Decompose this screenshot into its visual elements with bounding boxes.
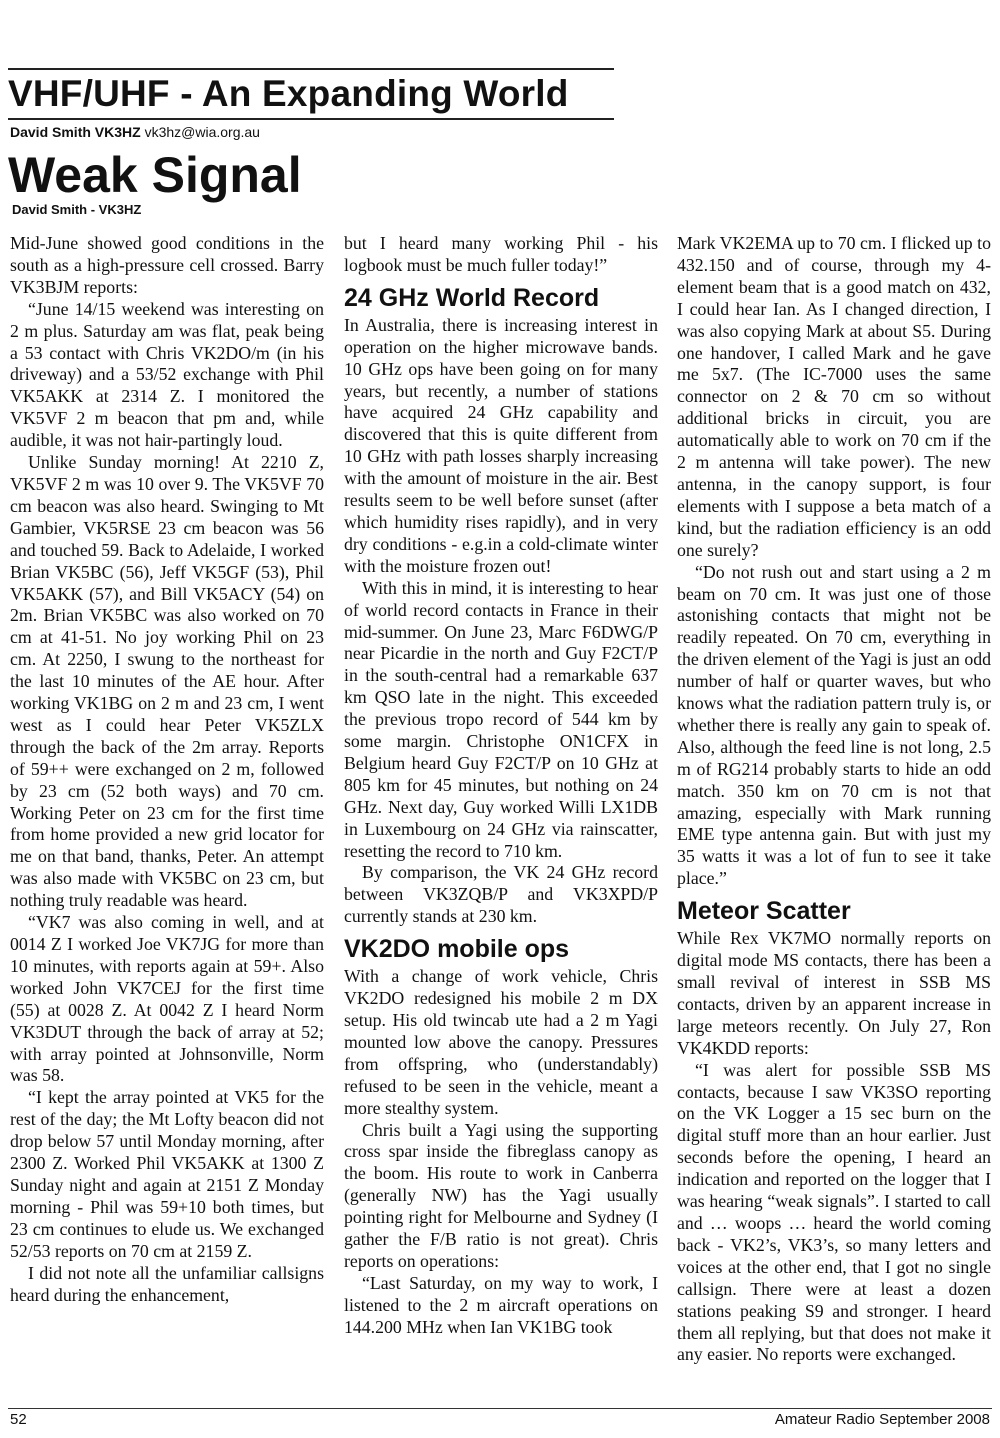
author-name: David Smith VK3HZ — [10, 124, 141, 140]
footer-rule — [8, 1408, 992, 1409]
paragraph: Mark VK2EMA up to 70 cm. I flicked up to 432.150 and of course, through my 4-element beam that is a good match on 432, I could hear Ian. As I changed direction, I was also copying Mark at about S5. During one handover, I called Mark and he gave me 5x7. (The IC-7000 uses the same connector on 2 & 70 cm so without additional bricks in circuit, you are automatically able to work on 70 cm if the 2 m antenna will take power). The new antenna, in the canopy support, is four elements with I suppose a beta match of a kind, but the radiation efficiency is an odd one surely? — [677, 233, 991, 560]
paragraph: With a change of work vehicle, Chris VK2DO redesigned his mobile 2 m DX setup. His old twincab ute had a 2 m Yagi mounted low above the canopy. Pressures from offspring, who (understandably) refused to be seen in the vehicle, meant a more stealthy system. — [344, 966, 658, 1118]
paragraph: I did not note all the unfamiliar callsigns heard during the enhancement, — [10, 1262, 324, 1305]
title-underline — [8, 118, 614, 120]
paragraph: “June 14/15 weekend was interesting on 2 m plus. Saturday am was flat, peak being a 53 contact with Chris VK2DO/m (in his driveway) and a 53/52 exchange with Phil VK5AKK at 2314 Z. I monitored the VK5VF 2 m beacon that pm and, while audible, it was not hair-partingly loud. — [10, 298, 324, 451]
subheading-meteor-scatter: Meteor Scatter — [677, 897, 851, 926]
page-number: 52 — [10, 1411, 27, 1428]
paragraph: Chris built a Yagi using the supporting cross spar inside the fibreglass canopy as the boom. His route to work in Canberra (generally NW) has the Yagi usually pointing right for Melbourne and Sydney (I gather the F/B ratio is not great). Chris reports on operations: — [344, 1119, 658, 1271]
section-byline — [10, 124, 260, 140]
paragraph: In Australia, there is increasing interest in operation on the higher microwave bands. 10 GHz ops have been going on for many years, but recently, a number of stations have acquired 24 GHz capability and discovered that this is quite different from 10 GHz with path losses sharply increasing with the amount of moisture in the air. Best results seem to be well before sunset (after which humidity rises rapidly), and in very dry conditions - e.g.in a cold-climate winter with the moisture frozen out! — [344, 314, 658, 576]
paragraph: “Do not rush out and start using a 2 m beam on 70 cm. It was just one of those astonishing contacts that might not be readily repeated. On 70 cm, everything in the driven element of the Yagi is just an odd number of half or quarter waves, but who knows what the radiation pattern truly is, or whether there is really any gain to speak of. Also, although the feed line is not long, 2.5 m of RG214 probably starts to hide an odd match. 350 km on 70 cm is not that amazing, especially with Mark running EME type antenna gain. But with just my 35 watts it was a lot of fun to see it take place.” — [677, 561, 991, 889]
paragraph: By comparison, the VK 24 GHz record between VK3ZQB/P and VK3XPD/P currently stands at 230 km. — [344, 862, 658, 927]
paragraph: but I heard many working Phil - his logbook must be much fuller today!” — [344, 233, 658, 275]
paragraph: Unlike Sunday morning! At 2210 Z, VK5VF 2 m was 10 over 9. The VK5VF 70 cm beacon was also heard. Swinging to Mt Gambier, VK5RSE 23 cm beacon was 56 and touched 59. Back to Adelaide, I worked Brian VK5BC (56), Jeff VK5GF (53), Phil VK5AKK (57), and Bill VK5ACY (54) on 2m. Brian VK5BC was also worked on 70 cm at 41-51. No joy working Phil on 23 cm. At 2250, I swung to the northeast for the last 10 minutes of the AE hour. After working VK1BG on 2 m and 23 cm, I went west as I could hear Peter VK5ZLX through the back of the 2m array. Reports of 59++ were exchanged on 2 m, followed by 23 cm (52 both ways) and 70 cm. Working Peter on 23 cm for the first time from home provided a new grid locator for me on that band, thanks, Peter. An attempt was also made with VK5BC on 23 cm, but nothing truly readable was heard. — [10, 452, 324, 911]
column-1 — [10, 233, 324, 1398]
article-byline: David Smith - VK3HZ — [12, 202, 142, 217]
section-title: VHF/UHF - An Expanding World — [8, 73, 569, 114]
column-3 — [677, 233, 991, 1398]
column-2 — [344, 233, 658, 1398]
paragraph: With this in mind, it is interesting to hear of world record contacts in France in their mid-summer. On June 23, Marc F6DWG/P near Picardie in the north and Guy F2CT/P in the south-central had a remarkable 637 km QSO late in the night. This exceeded the previous tropo record of 544 km by some margin. Christophe ON1CFX in Belgium heard Guy F2CT/P on 10 GHz at 805 km for 45 minutes, but nothing on 24 GHz. Next day, Guy worked Willi LX1DB in Luxembourg on 24 GHz via rainscatter, resetting the record to 710 km. — [344, 577, 658, 861]
subheading-24ghz-record: 24 GHz World Record — [344, 283, 600, 312]
paragraph: “VK7 was also coming in well, and at 0014 Z I worked Joe VK7JG for more than 10 minutes, with reports again at 59+. Also worked John VK7CEJ for the first time (55) at 0028 Z. At 0042 Z I heard Norm VK3DUT through the back of array at 52; with array pointed at Johnsonville, Norm was 58. — [10, 912, 324, 1086]
paragraph: Mid-June showed good conditions in the south as a high-pressure cell crossed. Barry VK3BJM reports: — [10, 233, 324, 297]
subheading-vk2do-mobile: VK2DO mobile ops — [344, 935, 570, 964]
paragraph: While Rex VK7MO normally reports on digital mode MS contacts, there has been a small revival of interest in SSB MS contacts, driven by an apparent increase in large meteors recently. On July 27, Ron VK4KDD reports: — [677, 928, 991, 1058]
paragraph: “I was alert for possible SSB MS contacts, because I saw VK3SO reporting on the VK Logger a 15 sec burn on the digital stuff more than an hour earlier. Just seconds before the opening, I heard an indication and reported on the logger that I was hearing “weak signals”. I started to call and … woops … heard the world coming back - VK2’s, VK3’s, so many letters and voices at the other end, that I got no single callsign. There were at least a dozen stations peaking S9 and stronger. I heard them all replying, but that does not make it any easier. No reports were exchanged. — [677, 1059, 991, 1365]
paragraph: “I kept the array pointed at VK5 for the rest of the day; the Mt Lofty beacon did not drop below 57 until Monday morning, after 2300 Z. Worked Phil VK5AKK at 1300 Z Sunday night and again at 2151 Z Monday morning - Phil was 59+10 both times, but 23 cm continues to elude us. We exchanged 52/53 reports on 70 cm at 2159 Z. — [10, 1087, 324, 1261]
article-title: Weak Signal — [8, 147, 302, 203]
paragraph: “Last Saturday, on my way to work, I listened to the 2 m aircraft operations on 144.200 MHz when Ian VK1BG took — [344, 1272, 658, 1337]
magazine-footer: Amateur Radio September 2008 — [774, 1411, 990, 1428]
author-email: vk3hz@wia.org.au — [144, 124, 260, 140]
